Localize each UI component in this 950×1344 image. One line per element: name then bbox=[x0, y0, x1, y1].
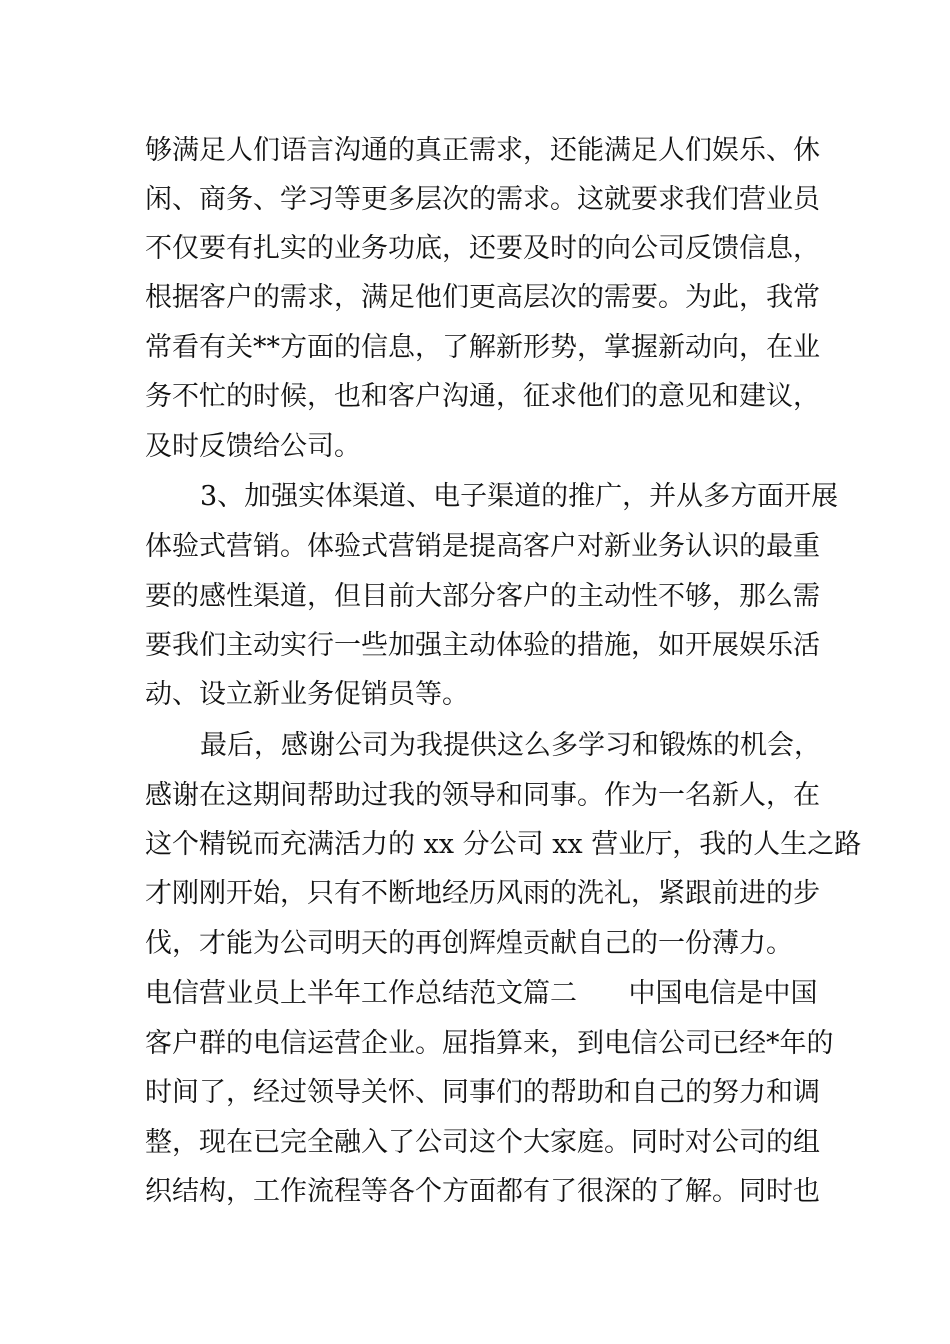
section-heading-line: 电信营业员上半年工作总结范文篇二 中国电信是中国 bbox=[145, 978, 818, 1009]
text-line: 整，现在已完全融入了公司这个大家庭。同时对公司的组 bbox=[145, 1127, 820, 1158]
text-line: 才刚刚开始，只有不断地经历风雨的洗礼，紧跟前进的步 bbox=[145, 878, 820, 909]
text-line: 织结构，工作流程等各个方面都有了很深的了解。同时也 bbox=[145, 1176, 820, 1207]
text-line: 务不忙的时候，也和客户沟通，征求他们的意见和建议， bbox=[145, 381, 820, 412]
text-line: 不仅要有扎实的业务功底，还要及时的向公司反馈信息， bbox=[145, 233, 820, 264]
text-line: 客户群的电信运营企业。屈指算来，到电信公司已经*年的 bbox=[145, 1028, 834, 1059]
text-line: 根据客户的需求，满足他们更高层次的需要。为此，我常 bbox=[145, 282, 820, 313]
text-line: 闲、商务、学习等更多层次的需求。这就要求我们营业员 bbox=[145, 184, 820, 215]
text-line: 常看有关**方面的信息，了解新形势，掌握新动向，在业 bbox=[145, 332, 820, 363]
text-line: 体验式营销。体验式营销是提高客户对新业务认识的最重 bbox=[145, 531, 820, 562]
text-line: 感谢在这期间帮助过我的领导和同事。作为一名新人，在 bbox=[145, 780, 820, 811]
text-line: 时间了，经过领导关怀、同事们的帮助和自己的努力和调 bbox=[145, 1077, 820, 1108]
text-line: 伐，才能为公司明天的再创辉煌贡献自己的一份薄力。 bbox=[145, 928, 793, 959]
text-line: 动、设立新业务促销员等。 bbox=[145, 679, 469, 710]
text-line: 够满足人们语言沟通的真正需求，还能满足人们娱乐、休 bbox=[145, 135, 820, 166]
paragraph-first-line: 3、加强实体渠道、电子渠道的推广，并从多方面开展 bbox=[200, 481, 839, 512]
text-line: 及时反馈给公司。 bbox=[145, 431, 361, 462]
text-line: 要的感性渠道，但目前大部分客户的主动性不够，那么需 bbox=[145, 581, 820, 612]
text-line: 这个精锐而充满活力的 xx 分公司 xx 营业厅，我的人生之路 bbox=[145, 829, 862, 860]
paragraph-first-line: 最后，感谢公司为我提供这么多学习和锻炼的机会， bbox=[200, 730, 821, 761]
text-line: 要我们主动实行一些加强主动体验的措施，如开展娱乐活 bbox=[145, 630, 820, 661]
